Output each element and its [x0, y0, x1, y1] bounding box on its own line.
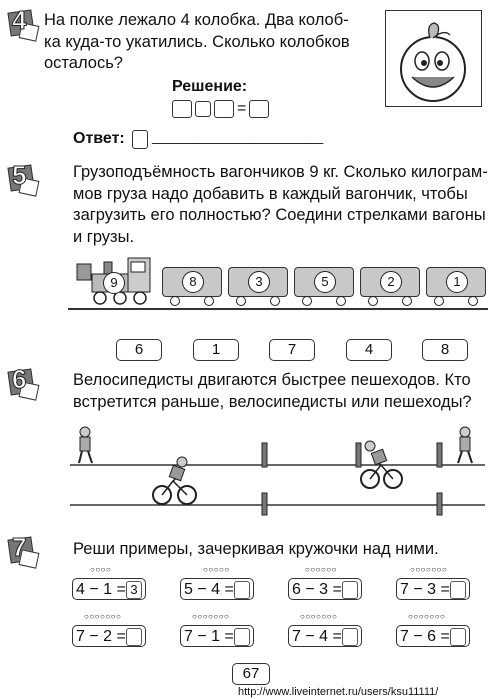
- example-expression: 7 − 4 =: [292, 628, 342, 645]
- example-expression: 7 − 2 =: [76, 628, 126, 645]
- task-number-badge: [6, 532, 36, 565]
- meeting-scene: [65, 415, 490, 530]
- task6-line: встретится раньше, велосипедисты или пешеходы?: [73, 392, 472, 411]
- task7-text: [73, 539, 488, 561]
- solution-box[interactable]: [214, 100, 234, 118]
- task6-text: [73, 370, 488, 413]
- task-number-badge: [6, 5, 36, 38]
- wagon[interactable]: [228, 267, 288, 297]
- task4-line: осталось?: [44, 54, 123, 72]
- wheel: [270, 296, 280, 306]
- example: [288, 625, 362, 647]
- counting-circles[interactable]: ○○○○○○○: [300, 612, 338, 621]
- example: [396, 578, 470, 600]
- example-answer[interactable]: [450, 581, 466, 599]
- counting-circles[interactable]: ○○○○○○: [305, 565, 337, 574]
- example: [396, 625, 470, 647]
- kolobok-picture-frame: [385, 10, 482, 107]
- example: [72, 578, 146, 600]
- task7-line: Реши примеры, зачеркивая кружочки над ними.: [73, 540, 439, 558]
- example-answer[interactable]: [450, 628, 466, 646]
- counting-circles[interactable]: ○○○○○○○: [410, 565, 448, 574]
- footer-url[interactable]: http://www.liveinternet.ru/users/ksu11111/: [238, 686, 439, 698]
- example-answer[interactable]: [234, 581, 250, 599]
- example: [180, 625, 254, 647]
- wagon[interactable]: [162, 267, 222, 297]
- counting-circles[interactable]: ○○○○○○○: [192, 612, 230, 621]
- wheel: [368, 296, 378, 306]
- cargo-box[interactable]: 4: [346, 339, 392, 361]
- solution-label: Решение:: [172, 78, 248, 95]
- rail-track: [68, 308, 488, 310]
- answer-box[interactable]: [132, 130, 148, 149]
- wagon[interactable]: [360, 267, 420, 297]
- cargo-box[interactable]: 1: [193, 339, 239, 361]
- counting-circles[interactable]: ○○○○: [90, 565, 112, 574]
- task-number-badge: [6, 364, 36, 397]
- wheel: [336, 296, 346, 306]
- sign-box[interactable]: [195, 101, 211, 117]
- example-answer[interactable]: 3: [126, 581, 142, 599]
- wheel: [170, 296, 180, 306]
- task-number: 7: [12, 532, 27, 562]
- counting-circles[interactable]: ○○○○○○○: [408, 612, 446, 621]
- example-expression: 6 − 3 =: [292, 581, 342, 598]
- wheel: [236, 296, 246, 306]
- task5-line: мов груза надо добавить в каждый вагончик, чтобы: [73, 184, 468, 203]
- locomotive-capacity: 9: [103, 272, 125, 294]
- wagon[interactable]: [426, 267, 486, 297]
- task-number: 4: [12, 5, 27, 35]
- cargo-box[interactable]: 7: [269, 339, 315, 361]
- example-answer[interactable]: [342, 628, 358, 646]
- result-box[interactable]: [249, 100, 269, 118]
- locomotive: [72, 246, 157, 306]
- wagon-load: 3: [248, 271, 270, 293]
- wheel: [302, 296, 312, 306]
- cargo-box[interactable]: 8: [422, 339, 468, 361]
- task5-line: и грузы.: [73, 227, 135, 246]
- task4-text: [44, 10, 384, 75]
- task-number: 6: [12, 364, 27, 394]
- task-number: 5: [12, 160, 27, 190]
- wagon-load: 2: [380, 271, 402, 293]
- kolobok-illustration: [386, 11, 481, 106]
- task6-line: Велосипедисты двигаются быстрее пешеходов. Кто: [73, 371, 471, 389]
- task4-line: ка куда-то укатились. Сколько колобков: [44, 32, 350, 51]
- task-number-badge: [6, 160, 36, 193]
- wheel: [402, 296, 412, 306]
- example-expression: 7 − 6 =: [400, 628, 450, 645]
- task4-line: На полке лежало 4 колобка. Два колоб-: [44, 11, 349, 29]
- task5-line: Грузоподъёмность вагончиков 9 кг. Сколько килограм-: [73, 163, 488, 181]
- example: [72, 625, 146, 647]
- counting-circles[interactable]: ○○○○○: [203, 565, 230, 574]
- example-expression: 7 − 1 =: [184, 628, 234, 645]
- example-answer[interactable]: [234, 628, 250, 646]
- wheel: [468, 296, 478, 306]
- example-expression: 7 − 3 =: [400, 581, 450, 598]
- wagon-load: 1: [446, 271, 468, 293]
- cargo-box[interactable]: 6: [116, 339, 162, 361]
- task5-text: [73, 162, 488, 248]
- wheel: [204, 296, 214, 306]
- wagon-load: 8: [182, 271, 204, 293]
- task5-line: загрузить его полностью? Соедини стрелками вагоны: [73, 206, 486, 224]
- example-answer[interactable]: [342, 581, 358, 599]
- example-expression: 5 − 4 =: [184, 581, 234, 598]
- answer-line[interactable]: ______________________: [152, 128, 324, 144]
- page-number: 67: [232, 663, 270, 685]
- wagon-load: 5: [314, 271, 336, 293]
- solution-box[interactable]: [172, 100, 192, 118]
- counting-circles[interactable]: ○○○○○○○: [84, 612, 122, 621]
- solution-boxes: [172, 99, 269, 119]
- example: [288, 578, 362, 600]
- example: [180, 578, 254, 600]
- wagon[interactable]: [294, 267, 354, 297]
- example-answer[interactable]: [126, 628, 142, 646]
- equals-sign: =: [237, 100, 247, 117]
- wheel: [434, 296, 444, 306]
- example-expression: 4 − 1 =: [76, 581, 126, 598]
- answer-label: Ответ:: [73, 130, 125, 147]
